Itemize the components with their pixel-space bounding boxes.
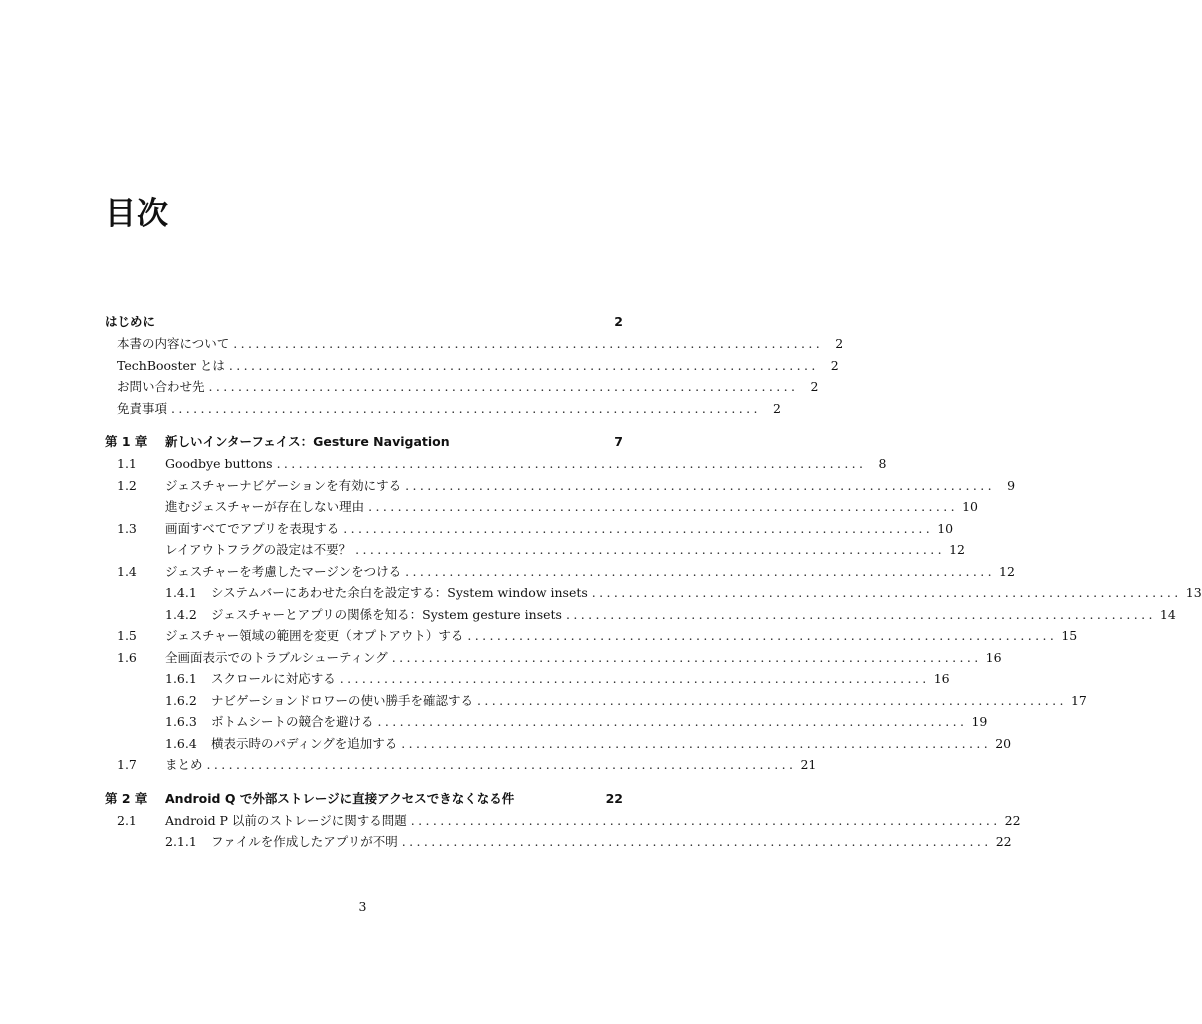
toc-leader-dots: ................................................................................ [208, 379, 799, 394]
toc-chapter-number: 第 2 章 [105, 790, 148, 806]
toc-front-item[interactable] [105, 333, 844, 355]
table-of-contents [105, 311, 1202, 853]
toc-entry-page: 9 [1007, 477, 1016, 493]
toc-entry-page: 10 [962, 499, 979, 514]
toc-entry-page: 2 [772, 400, 781, 416]
toc-leader-dots: ................................................................................ [339, 671, 930, 686]
toc-entry-number: 1.6 [117, 649, 137, 665]
toc-section[interactable] [105, 647, 1002, 669]
toc-section[interactable] [105, 518, 954, 540]
toc-front-heading[interactable] [105, 311, 623, 333]
page-title: 目次 [105, 196, 169, 232]
toc-leader-dots: ................................................................................ [401, 834, 992, 849]
toc-subsection[interactable] [105, 711, 988, 733]
toc-subsection[interactable] [105, 582, 1202, 604]
toc-leader-dots: ................................................................................ [477, 692, 1067, 708]
toc-entry-label: お問い合わせ先 [117, 379, 205, 394]
toc-entry-number: 1.3 [117, 520, 137, 536]
toc-entry-page: 19 [971, 714, 988, 729]
toc-entry-label: Goodbye buttons [165, 456, 273, 471]
toc-entry-number: 1.2 [117, 477, 137, 493]
toc-entry-page: 16 [933, 671, 950, 686]
toc-entry-number: 1.6.3 [165, 714, 197, 729]
toc-gap [105, 776, 623, 788]
toc-entry-number: 1.4.2 [165, 606, 197, 622]
toc-entry-label: スクロールに対応する [211, 671, 336, 686]
toc-entry-label: ジェスチャーを考慮したマージンをつける [165, 563, 402, 579]
toc-entry-label: 全画面表示でのトラブルシューティング [165, 649, 388, 665]
toc-leader-dots: ................................................................................ [233, 336, 824, 351]
toc-section[interactable] [105, 625, 1078, 647]
toc-subsection[interactable] [105, 690, 1087, 712]
toc-front-heading-page: 2 [614, 314, 623, 329]
toc-leader-dots: ................................................................................ [405, 563, 995, 579]
toc-front-item[interactable] [105, 355, 839, 377]
toc-entry-page: 10 [937, 520, 954, 536]
toc-front-item[interactable] [105, 376, 819, 398]
toc-entry-page: 2 [810, 379, 819, 394]
toc-entry-page: 20 [995, 735, 1012, 751]
toc-section[interactable] [105, 496, 979, 518]
toc-entry-number: 1.7 [117, 757, 137, 772]
toc-section[interactable] [105, 453, 887, 475]
toc-entry-page: 14 [1159, 606, 1176, 622]
toc-entry-page: 22 [995, 834, 1012, 849]
toc-subsection[interactable] [105, 831, 1012, 853]
toc-leader-dots: ................................................................................ [467, 628, 1058, 643]
toc-entry-page: 16 [985, 649, 1002, 665]
toc-entry-page: 2 [830, 357, 839, 373]
toc-chapter-heading[interactable] [105, 788, 623, 810]
toc-entry-page: 12 [949, 542, 966, 557]
toc-leader-dots: ................................................................................ [206, 757, 797, 772]
toc-entry-number: 1.6.1 [165, 671, 197, 686]
toc-leader-dots: ................................................................................ [343, 520, 934, 536]
toc-entry-label: ファイルを作成したアプリが不明 [211, 834, 398, 849]
toc-front-item[interactable] [105, 398, 781, 420]
toc-entry-number: 1.4.1 [165, 585, 197, 600]
toc-chapter-page: 22 [605, 790, 623, 806]
toc-entry-number: 1.4 [117, 563, 137, 579]
toc-entry-page: 2 [835, 336, 844, 351]
toc-leader-dots: ................................................................................ [377, 714, 968, 729]
toc-front-heading-label: はじめに [105, 314, 156, 329]
toc-chapter-label: Android Q で外部ストレージに直接アクセスできなくなる件 [165, 790, 515, 806]
toc-leader-dots: ................................................................................ [171, 400, 761, 416]
toc-entry-number: 1.1 [117, 456, 137, 471]
toc-section[interactable] [105, 754, 817, 776]
toc-leader-dots: ................................................................................ [591, 585, 1182, 600]
toc-entry-page: 17 [1070, 692, 1087, 708]
toc-leader-dots: ................................................................................ [401, 735, 992, 751]
toc-leader-dots: ................................................................................ [565, 606, 1156, 622]
toc-section[interactable] [105, 561, 1015, 583]
toc-entry-page: 21 [800, 757, 817, 772]
toc-entry-label: ジェスチャー領域の範囲を変更（オプトアウト）する [165, 628, 464, 643]
toc-entry-label: システムバーにあわせた余白を設定する：System window insets [211, 585, 588, 600]
toc-entry-label: 本書の内容について [117, 336, 230, 351]
toc-entry-page: 12 [999, 563, 1015, 579]
toc-section[interactable] [105, 475, 1016, 497]
toc-leader-dots: ................................................................................ [228, 357, 819, 373]
toc-entry-label: TechBooster とは [117, 357, 225, 373]
toc-entry-label: レイアウトフラグの設定は不要？ [165, 542, 352, 557]
toc-entry-label: 横表示時のパディングを追加する [211, 735, 398, 751]
toc-entry-label: 免責事項 [117, 400, 168, 416]
toc-entry-number: 2.1.1 [165, 834, 197, 849]
toc-gap [105, 419, 623, 431]
toc-entry-label: ナビゲーションドロワーの使い勝手を確認する [211, 692, 474, 708]
toc-chapter-label: 新しいインターフェイス：Gesture Navigation [165, 434, 450, 449]
toc-front-items [105, 333, 844, 419]
toc-chapters [105, 419, 1202, 853]
toc-entry-number: 2.1 [117, 812, 137, 828]
toc-leader-dots: ................................................................................ [276, 456, 867, 471]
toc-entry-page: 22 [1004, 812, 1021, 828]
toc-subsection[interactable] [105, 604, 1176, 626]
toc-subsection[interactable] [105, 733, 1012, 755]
toc-section[interactable] [105, 810, 1021, 832]
page-number: 3 [358, 899, 367, 914]
toc-entry-page: 15 [1061, 628, 1078, 643]
toc-subsection[interactable] [105, 668, 950, 690]
toc-chapter-number: 第 1 章 [105, 434, 148, 449]
toc-entry-number: 1.6.2 [165, 692, 197, 708]
toc-leader-dots: ................................................................................ [391, 649, 982, 665]
toc-entry-label: 進むジェスチャーが存在しない理由 [165, 499, 365, 514]
toc-entry-label: ジェスチャーナビゲーションを有効にする [165, 477, 402, 493]
toc-chapter-page: 7 [614, 434, 623, 449]
toc-entry-label: ジェスチャーとアプリの関係を知る：System gesture insets [211, 606, 562, 622]
toc-leader-dots: ................................................................................ [368, 499, 959, 514]
toc-section[interactable] [105, 539, 966, 561]
toc-entry-label: 画面すべてでアプリを表現する [165, 520, 340, 536]
toc-entry-number: 1.6.4 [165, 735, 197, 751]
toc-entry-label: Android P 以前のストレージに関する問題 [165, 812, 407, 828]
toc-entry-label: ボトムシートの競合を避ける [211, 714, 374, 729]
toc-leader-dots: ................................................................................ [410, 812, 1001, 828]
toc-leader-dots: ................................................................................ [405, 477, 996, 493]
toc-entry-number: 1.5 [117, 628, 137, 643]
toc-entry-page: 13 [1185, 585, 1202, 600]
toc-leader-dots: ................................................................................ [355, 542, 946, 557]
toc-chapter-heading[interactable] [105, 431, 623, 453]
toc-entry-page: 8 [878, 456, 887, 471]
toc-entry-label: まとめ [165, 757, 203, 772]
